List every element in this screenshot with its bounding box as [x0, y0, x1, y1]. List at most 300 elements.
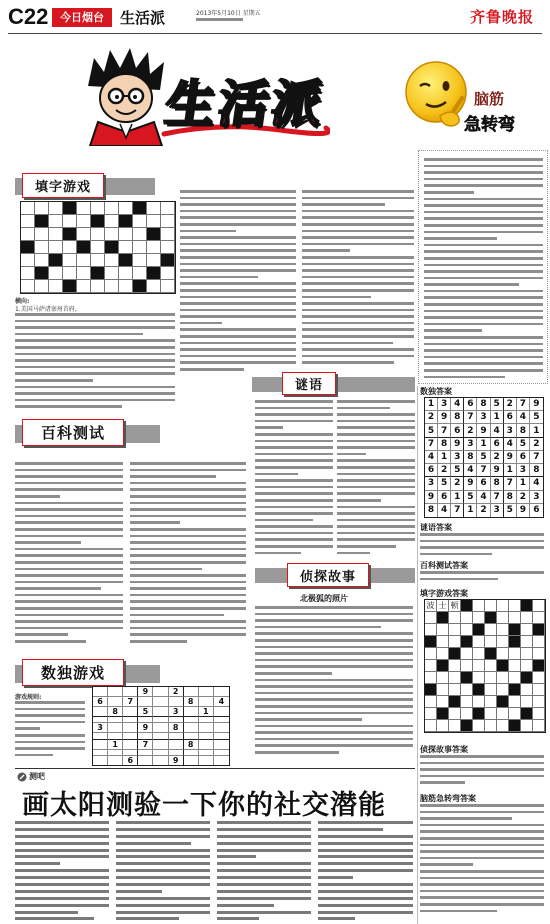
text-line [180, 230, 236, 233]
crossword-answer-cell [473, 648, 485, 660]
crossword-label: 填字游戏 [22, 173, 104, 198]
riddles-label: 谜语 [282, 372, 336, 395]
crossword-cell [105, 228, 119, 241]
sudoku-answer-cell: 2 [451, 477, 464, 490]
text-line [180, 342, 296, 345]
text-line [15, 541, 81, 544]
sudoku-answer-cell: 8 [477, 398, 490, 411]
sudoku-answer-cell: 6 [491, 438, 504, 451]
text-line [15, 701, 85, 704]
text-line [15, 482, 123, 485]
text-line [15, 502, 123, 505]
sudoku-answer-cell: 7 [530, 451, 543, 464]
text-line [302, 315, 414, 318]
teaser-questions [424, 158, 543, 382]
text-line [130, 587, 246, 590]
sudoku-answer-cell: 2 [477, 504, 490, 517]
text-line [302, 296, 371, 299]
text-line [302, 197, 414, 200]
text-line [116, 828, 210, 831]
text-line [130, 548, 246, 551]
crossword-answer-cell [461, 696, 473, 708]
crossword-cell [105, 280, 119, 293]
sudoku-puzzle-cell [169, 740, 184, 750]
text-line [420, 533, 544, 536]
crossword-answer-block [485, 648, 497, 660]
sudoku-answer-cell: 4 [425, 451, 438, 464]
sudoku-puzzle-cell [214, 740, 229, 750]
quiz-answer-heading: 百科测试答案 [420, 561, 468, 570]
pencil-icon [17, 772, 27, 782]
text-line [255, 652, 413, 655]
text-line [217, 821, 311, 824]
crossword-across-heading: 横向: [15, 298, 30, 305]
crossword-answer-cell [521, 720, 533, 732]
detective-answer-heading: 侦探故事答案 [420, 745, 468, 754]
sudoku-answer-cell: 3 [530, 491, 543, 504]
text-line [255, 525, 333, 528]
sudoku-answer-cell: 7 [491, 491, 504, 504]
sudoku-answer-cell: 3 [425, 477, 438, 490]
text-line [130, 594, 246, 597]
text-line [420, 571, 544, 574]
crossword-answer-cell [449, 708, 461, 720]
text-line [337, 538, 415, 541]
page-header [0, 0, 550, 34]
text-line [130, 475, 216, 478]
text-line [255, 453, 333, 456]
sudoku-puzzle-cell [153, 697, 168, 707]
crossword-block [35, 267, 49, 280]
text-line [217, 911, 311, 914]
crossword-answer-cell [509, 708, 521, 720]
text-line [337, 492, 415, 495]
sudoku-answer-cell: 1 [464, 504, 477, 517]
crossword-answer-cell [509, 600, 521, 612]
text-line [302, 249, 350, 252]
text-line [116, 862, 210, 865]
text-line [424, 250, 543, 253]
sudoku-puzzle-cell [108, 687, 123, 697]
text-line [180, 335, 296, 338]
text-line [130, 614, 224, 617]
text-line [15, 554, 123, 557]
text-line [15, 640, 86, 643]
sudoku-answer-cell: 4 [530, 477, 543, 490]
text-line [255, 538, 333, 541]
text-line [180, 328, 296, 331]
crossword-cell [21, 280, 35, 293]
sudoku-answer-cell: 5 [530, 411, 543, 424]
text-line [302, 302, 414, 305]
crossword-answer-cell [509, 648, 521, 660]
crossword-cell [21, 228, 35, 241]
sudoku-puzzle-cell: 8 [184, 740, 199, 750]
text-line [420, 837, 544, 840]
sudoku-answer-cell: 3 [477, 411, 490, 424]
text-line [420, 896, 544, 899]
sudoku-puzzle-cell: 9 [169, 756, 184, 765]
crossword-block [133, 202, 147, 215]
text-line [302, 342, 393, 345]
text-line [302, 282, 414, 285]
text-line [180, 355, 296, 358]
crossword-answer-cell [509, 696, 521, 708]
crossword-cell [133, 267, 147, 280]
sudoku-answer-cell: 7 [464, 411, 477, 424]
crossword-block [133, 280, 147, 293]
text-line [424, 362, 543, 365]
crossword-answer-block [473, 684, 485, 696]
sudoku-answer-cell: 7 [517, 398, 530, 411]
text-line [130, 620, 246, 623]
crossword-answer-cell [509, 660, 521, 672]
sudoku-answer-cell: 2 [464, 424, 477, 437]
sudoku-answer-cell: 5 [477, 451, 490, 464]
sudoku-answer-cell: 1 [504, 464, 517, 477]
sudoku-puzzle-cell [93, 687, 108, 697]
text-line [318, 897, 413, 900]
sudoku-puzzle-cell [153, 707, 168, 717]
text-line [424, 237, 497, 240]
sudoku-answer-cell: 4 [504, 438, 517, 451]
text-line [15, 855, 109, 858]
sudoku-puzzle-cell: 5 [138, 707, 153, 717]
crossword-answer-cell [497, 708, 509, 720]
sudoku-answer-cell: 4 [477, 491, 490, 504]
text-line [424, 329, 482, 332]
crossword-answer-cell [485, 672, 497, 684]
sudoku-answer-cell: 8 [504, 491, 517, 504]
text-line [420, 768, 544, 771]
text-line [420, 870, 544, 873]
text-line [255, 613, 413, 616]
crossword-clues-middle [180, 190, 296, 375]
text-line [130, 482, 246, 485]
text-line [255, 626, 381, 629]
crossword-cell [119, 280, 133, 293]
sudoku-answer-cell: 3 [491, 504, 504, 517]
crossword-answer-cell [497, 624, 509, 636]
crossword-cell [77, 202, 91, 215]
crossword-answer-cell [497, 648, 509, 660]
crossword-cell [77, 254, 91, 267]
text-line [302, 190, 414, 193]
sudoku-answer-cell: 2 [517, 491, 530, 504]
sudoku-puzzle-grid [92, 686, 230, 766]
crossword-answer-block [509, 624, 521, 636]
crossword-answer-cell [425, 648, 437, 660]
crossword-answer-cell [437, 672, 449, 684]
text-line [255, 619, 413, 622]
sudoku-answer-cell: 6 [464, 398, 477, 411]
text-line [130, 541, 246, 544]
text-line [15, 535, 123, 538]
sudoku-rules-heading: 游戏规则: [15, 694, 42, 701]
article-column-4 [318, 821, 413, 924]
text-line [255, 413, 333, 416]
section-badge: 今日烟台 [52, 8, 112, 27]
crossword-cell [77, 280, 91, 293]
crossword-cell [63, 254, 77, 267]
crossword-answer-cell [521, 636, 533, 648]
text-line [15, 917, 94, 920]
text-line [255, 512, 333, 515]
crossword-answer-block [521, 672, 533, 684]
text-line [15, 320, 175, 323]
sudoku-puzzle-cell [93, 740, 108, 750]
crossword-answer-cell [485, 600, 497, 612]
text-line [15, 399, 175, 402]
text-line [424, 290, 543, 293]
sudoku-puzzle-cell [123, 723, 138, 733]
text-line [130, 469, 246, 472]
text-line [130, 508, 246, 511]
crossword-answer-block [485, 612, 497, 624]
crossword-cell [105, 267, 119, 280]
crossword-answer-cell [473, 720, 485, 732]
text-line [116, 883, 210, 886]
sudoku-rules-text [15, 701, 85, 760]
crossword-cell [21, 202, 35, 215]
sudoku-puzzle-cell [184, 756, 199, 765]
text-line [116, 855, 210, 858]
text-line [318, 828, 383, 831]
crossword-answer-cell [521, 660, 533, 672]
crossword-clues-left [15, 313, 175, 412]
text-line [424, 198, 543, 201]
crossword-answer-block [509, 636, 521, 648]
text-line [255, 751, 339, 754]
article-column-3 [217, 821, 311, 924]
text-line [420, 762, 544, 765]
crossword-cell [133, 215, 147, 228]
text-line [420, 804, 544, 807]
teaser-title-top: 脑筋 [474, 90, 505, 108]
text-line [337, 545, 396, 548]
text-line [255, 731, 413, 734]
text-line [255, 479, 333, 482]
text-line [420, 817, 512, 820]
text-line [255, 744, 413, 747]
text-line [420, 877, 544, 880]
text-line [255, 705, 413, 708]
text-line [255, 725, 413, 728]
crossword-answer-cell [509, 672, 521, 684]
text-line [302, 309, 414, 312]
crossword-answer-cell [485, 696, 497, 708]
sudoku-answer-cell: 5 [504, 504, 517, 517]
sudoku-answer-cell: 4 [517, 411, 530, 424]
crossword-answer-cell [485, 684, 497, 696]
crossword-cell [147, 280, 161, 293]
crossword-cell [119, 228, 133, 241]
text-line [302, 322, 414, 325]
text-line [15, 339, 175, 342]
crossword-cell [105, 254, 119, 267]
sudoku-answer-cell: 9 [425, 491, 438, 504]
text-line [15, 620, 123, 623]
text-line [337, 466, 415, 469]
text-line [424, 184, 543, 187]
text-line [116, 849, 210, 852]
crossword-cell [77, 267, 91, 280]
quiz-answer-text [420, 571, 544, 584]
text-line [180, 216, 296, 219]
text-line [255, 407, 333, 410]
text-line [318, 821, 413, 824]
sudoku-puzzle-cell [199, 756, 214, 765]
article-kicker: 测吧 [29, 772, 45, 781]
text-line [424, 211, 543, 214]
text-line [302, 256, 414, 259]
teaser-title-bottom: 急转弯 [464, 115, 515, 135]
crossword-cell [49, 241, 63, 254]
crossword-answer-block [437, 708, 449, 720]
text-line [116, 876, 210, 879]
text-line [255, 712, 413, 715]
crossword-answer-cell [461, 624, 473, 636]
text-line [255, 665, 413, 668]
sudoku-answer-cell: 8 [491, 477, 504, 490]
text-line [337, 453, 366, 456]
text-line [180, 361, 296, 364]
text-line [302, 348, 414, 351]
text-line [420, 857, 544, 860]
text-line [130, 495, 246, 498]
text-line [255, 679, 413, 682]
text-line [255, 506, 333, 509]
text-line [424, 356, 543, 359]
text-line [337, 532, 415, 535]
sudoku-puzzle-cell [153, 740, 168, 750]
article-column-1 [15, 821, 109, 924]
crossword-answer-block [497, 696, 509, 708]
text-line [337, 512, 415, 515]
crossword-answer-cell [497, 672, 509, 684]
text-line [424, 178, 543, 181]
text-line [318, 862, 413, 865]
sudoku-puzzle-cell [138, 756, 153, 765]
text-line [180, 315, 296, 318]
crossword-answer-cell [461, 708, 473, 720]
crossword-cell [77, 228, 91, 241]
crossword-answer-cell [461, 660, 473, 672]
sudoku-puzzle-cell [184, 707, 199, 717]
crossword-answer-cell [521, 648, 533, 660]
text-line [424, 349, 543, 352]
crossword-block [119, 215, 133, 228]
crossword-answer-block [425, 636, 437, 648]
sudoku-answer-heading: 数独答案 [420, 387, 452, 396]
sudoku-puzzle-cell [199, 687, 214, 697]
text-line [217, 855, 256, 858]
crossword-cell [49, 280, 63, 293]
crossword-answer-block [449, 696, 461, 708]
text-line [424, 303, 543, 306]
text-line [130, 627, 246, 630]
crossword-clues-right [302, 190, 414, 368]
text-line [180, 203, 296, 206]
sudoku-answer-cell: 2 [438, 464, 451, 477]
text-line [180, 263, 296, 266]
text-line [255, 718, 362, 721]
text-line [15, 708, 85, 711]
crossword-answer-block [437, 612, 449, 624]
crossword-cell [49, 228, 63, 241]
text-line [302, 263, 414, 266]
text-line [255, 433, 333, 436]
text-line [424, 323, 543, 326]
sudoku-puzzle-cell [214, 687, 229, 697]
text-line [255, 400, 333, 403]
crossword-block [63, 202, 77, 215]
detective-label: 侦探故事 [287, 563, 369, 587]
crossword-cell [147, 241, 161, 254]
crossword-cell [91, 202, 105, 215]
sudoku-answer-cell: 9 [438, 411, 451, 424]
text-line [337, 506, 415, 509]
sudoku-answer-cell: 3 [504, 424, 517, 437]
sudoku-puzzle-cell: 7 [138, 740, 153, 750]
text-line [180, 348, 296, 351]
sudoku-puzzle-cell [123, 687, 138, 697]
text-line [302, 223, 414, 226]
text-line [116, 904, 210, 907]
crossword-cell [161, 228, 175, 241]
sudoku-answer-cell: 1 [477, 438, 490, 451]
text-line [130, 462, 246, 465]
text-line [15, 849, 109, 852]
crossword-answer-cell [497, 612, 509, 624]
text-line [255, 606, 413, 609]
crossword-answer-cell [437, 624, 449, 636]
sudoku-puzzle-cell [153, 756, 168, 765]
sudoku-answer-cell: 5 [464, 491, 477, 504]
text-line [130, 535, 246, 538]
crossword-block [49, 254, 63, 267]
sudoku-answer-cell: 7 [438, 424, 451, 437]
sudoku-answer-cell: 1 [517, 477, 530, 490]
sudoku-puzzle-cell [93, 707, 108, 717]
text-line [255, 519, 313, 522]
sudoku-puzzle-cell [108, 723, 123, 733]
text-line [217, 842, 311, 845]
quiz-questions-left [15, 462, 123, 647]
crossword-answer-cell [533, 612, 545, 624]
sudoku-puzzle-cell [214, 707, 229, 717]
crossword-cell [49, 215, 63, 228]
text-line [420, 844, 544, 847]
sudoku-puzzle-cell: 6 [93, 697, 108, 707]
crossword-cell [63, 267, 77, 280]
crossword-answer-cell [533, 720, 545, 732]
text-line [302, 276, 414, 279]
text-line [130, 554, 246, 557]
crossword-answer-cell [425, 696, 437, 708]
text-line [420, 775, 544, 778]
text-line [217, 897, 311, 900]
text-line [130, 515, 246, 518]
text-line [15, 469, 123, 472]
text-line [15, 462, 123, 465]
text-line [15, 495, 60, 498]
detective-story-title: 北极狐的照片 [300, 594, 348, 603]
crossword-answer-block [509, 684, 521, 696]
text-line [15, 353, 175, 356]
sudoku-answer-cell: 4 [451, 398, 464, 411]
sudoku-answer-cell: 7 [451, 504, 464, 517]
